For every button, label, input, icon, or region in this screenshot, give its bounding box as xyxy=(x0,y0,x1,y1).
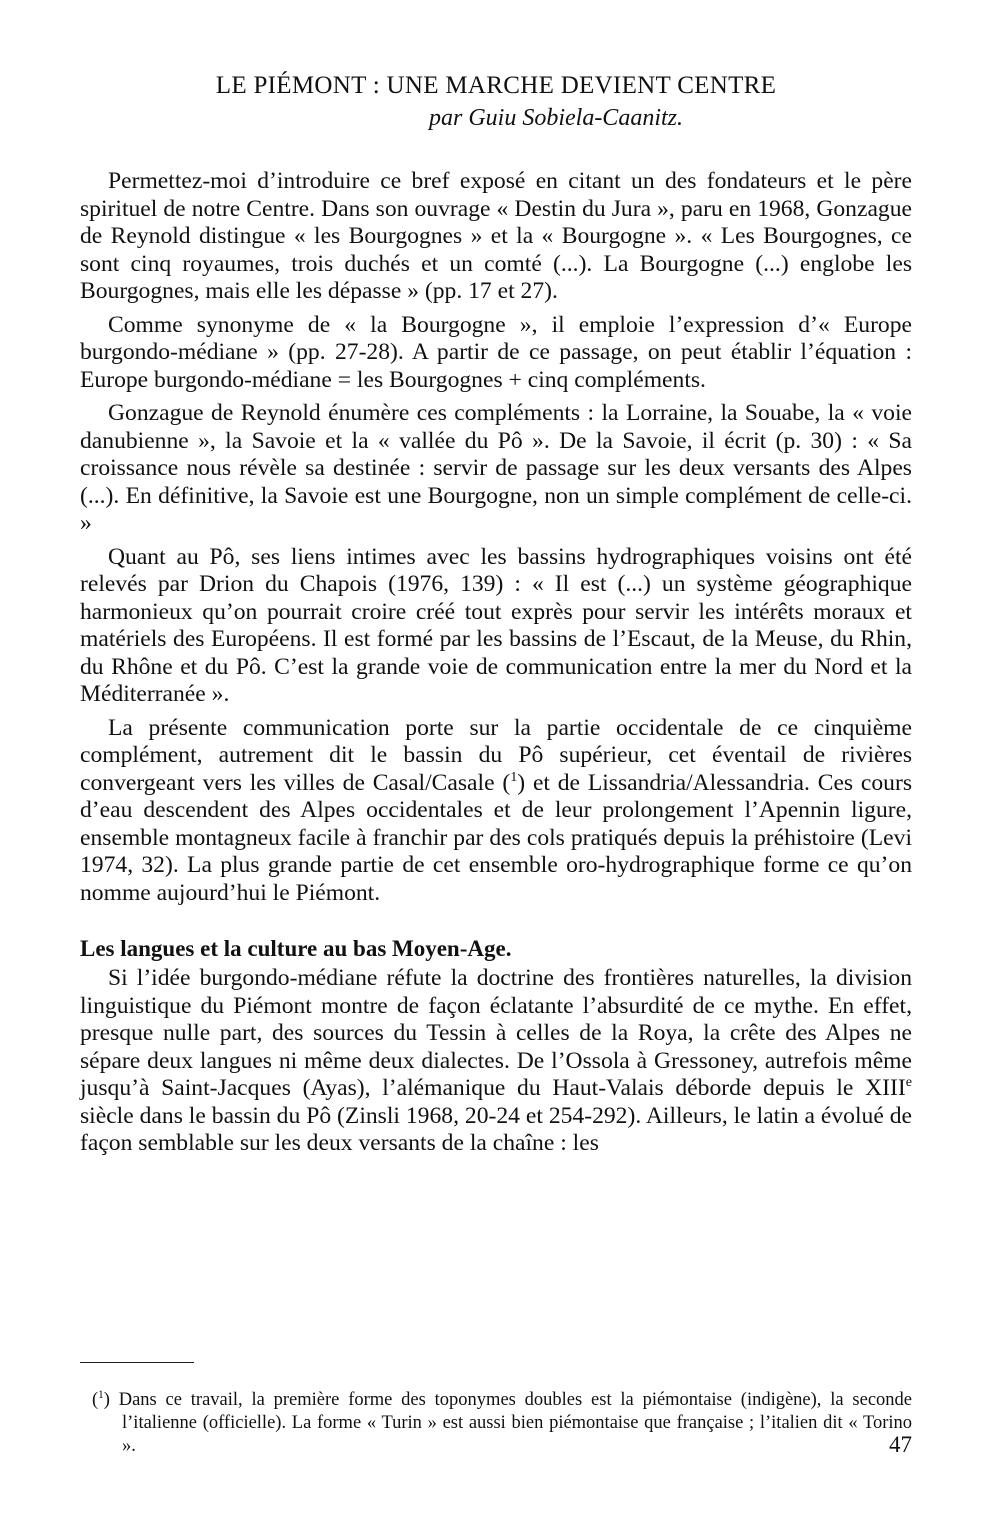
footnote-marker: 1 xyxy=(98,1388,104,1401)
paragraph-text: siècle dans le bassin du Pô (Zinsli 1968, 20-24 et 254-292). Ailleurs, le latin a évolué de façon semblable sur les deux versants de la chaîne : les xyxy=(80,1102,912,1156)
superscript: e xyxy=(905,1074,912,1091)
footnote-text: Dans ce travail, la première forme des toponymes doubles est la piémontaise (indigène), la seconde l’italienne (officielle). La forme « Turin » est aussi bien piémontaise que française ; l’italien dit « Torino ». xyxy=(118,1389,912,1456)
page xyxy=(80,70,912,1164)
footnote-divider xyxy=(80,1362,194,1363)
paragraph: Permettez-moi d’introduire ce bref exposé en citant un des fondateurs et le père spirituel de notre Centre. Dans son ouvrage « Destin du Jura », paru en 1968, Gonzague de Reynold distingue « les Bourgognes » et la « Bourgogne ». « Les Bourgognes, ce sont cinq royaumes, trois duchés et un comté (...). La Bourgogne (...) englobe les Bourgognes, mais elle les dépasse » (pp. 17 et 27). xyxy=(80,168,912,304)
paragraph: Gonzague de Reynold énumère ces compléments : la Lorraine, la Souabe, la « voie danubienne », la Savoie et la « vallée du Pô ». De la Savoie, il écrit (p. 30) : « Sa croissance nous révèle sa destinée : servir de passage sur les deux versants des Alpes (...). En définitive, la Savoie est une Bourgogne, non un simple complément de celle-ci. » xyxy=(80,400,912,536)
author-line: par Guiu Sobiela-Caanitz. xyxy=(428,105,683,131)
footnote-reference: 1 xyxy=(510,768,518,785)
paragraph xyxy=(80,715,912,908)
paragraph: Comme synonyme de « la Bourgogne », il emploie l’expression d’« Europe burgondo-médiane » (pp. 27-28). A partir de ce passage, on peut établir l’équation : Europe burgondo-médiane = les Bourgognes + cinq compléments. xyxy=(80,311,912,393)
paragraph-text: La présente communication porte sur la partie occidentale de ce cinquième complément, autrement dit le bassin du Pô supérieur, cet éventail de rivières convergeant vers les villes de Casal/Casale ( xyxy=(80,714,912,796)
page-number: 47 xyxy=(889,1432,912,1457)
paragraph xyxy=(80,965,912,1158)
page-title: LE PIÉMONT : UNE MARCHE DEVIENT CENTRE xyxy=(215,72,777,99)
paragraph: Quant au Pô, ses liens intimes avec les bassins hydrographiques voisins ont été relevés par Drion du Chapois (1976, 139) : « Il est (...) un système géographique harmonieux qu’on pourrait croire créé tout exprès pour servir les intérêts moraux et matériels des Européens. Il est formé par les bassins de l’Escaut, de la Meuse, du Rhin, du Rhône et du Pô. C’est la grande voie de communication entre la mer du Nord et la Méditerranée ». xyxy=(80,543,912,707)
article-body xyxy=(80,168,912,1158)
paragraph-text: Si l’idée burgondo-médiane réfute la doctrine des frontières naturelles, la division linguistique du Piémont montre de façon éclatante l’absurdité de ce mythe. En effet, presque nulle part, des sources du Tessin à celles de la Roya, la crête des Alpes ne sépare deux langues ni même deux dialectes. De l’Ossola à Gressoney, autrefois même jusqu’à Saint-Jacques (Ayas), l’alémanique du Haut-Valais déborde depuis le XIII xyxy=(80,965,912,1101)
footnote: ($^1$) Dans ce travail, la première forme des toponymes doubles est la piémontaise (indigène), la seconde l’italienne (officielle). La forme « Turin » est aussi bien piémontaise que française ; l’italien dit « Torino ». xyxy=(92,1388,912,1456)
paragraph-text: ) et de Lissandria/Alessandria. Ces cours d’eau descendent des Alpes occidentales et de leur prolongement l’Apennin ligure, ensemble montagneux facile à franchir par des cols pratiqués depuis la préhistoire (Levi 1974, 32). La plus grande partie de cet ensemble oro-hydrographique forme ce qu’on nomme aujourd’hui le Piémont. xyxy=(80,769,912,906)
section-heading: Les langues et la culture au bas Moyen-Age. xyxy=(80,936,512,961)
